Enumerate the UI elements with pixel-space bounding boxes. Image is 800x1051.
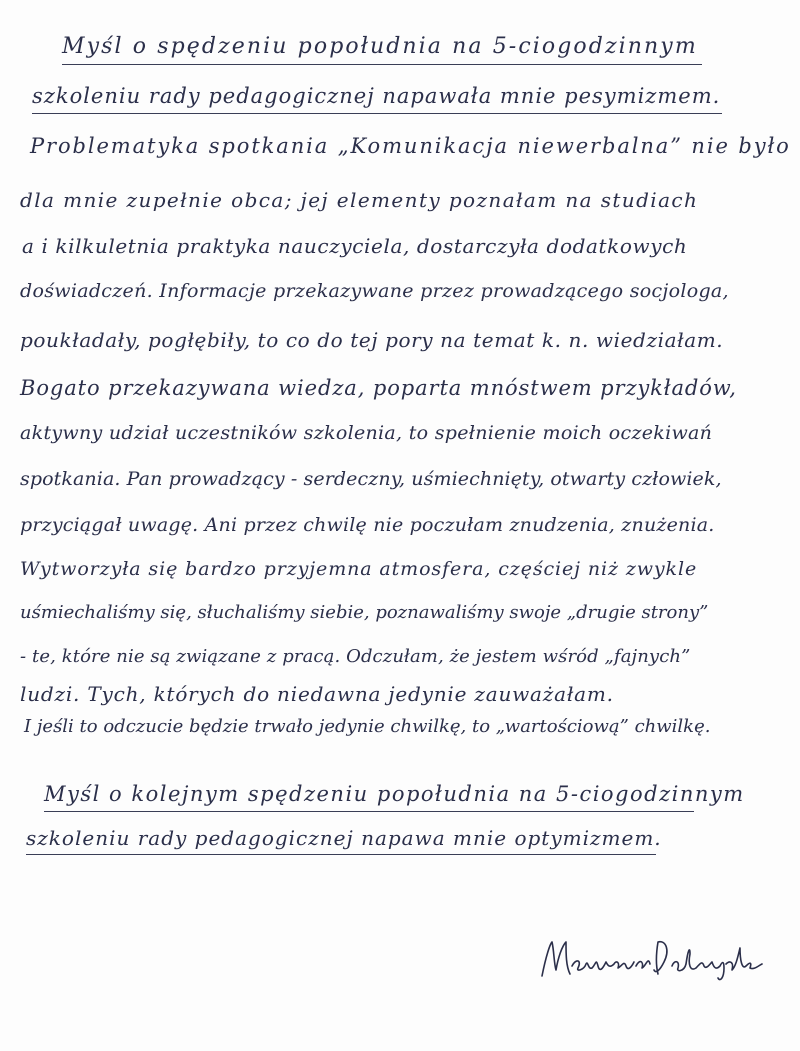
body-line-4: doświadczeń. Informacje przekazywane przez prowadzącego socjologa, [20, 280, 729, 302]
body-line-11: uśmiechaliśmy się, słuchaliśmy siebie, poznawaliśmy swoje „drugie strony” [20, 602, 709, 623]
body-line-10: Wytworzyła się bardzo przyjemna atmosfera, częściej niż zwykle [20, 558, 698, 580]
body-line-2: dla mnie zupełnie obca; jej elementy poznałam na studiach [20, 188, 699, 212]
body-line-9: przyciągał uwagę. Ani przez chwilę nie poczułam znudzenia, znużenia. [20, 514, 715, 536]
intro-line-1: Myśl o spędzeniu popołudnia na 5-ciogodzinnym [62, 36, 702, 65]
body-line-13: ludzi. Tych, których do niedawna jedynie zauważałam. [20, 682, 614, 706]
handwritten-signature [538, 936, 768, 984]
closing-line-2: szkoleniu rady pedagogicznej napawa mnie optymizmem. [26, 828, 656, 855]
body-line-1: Problematyka spotkania „Komunikacja niewerbalna” nie było [30, 134, 791, 158]
body-line-14: I jeśli to odczucie będzie trwało jedynie chwilkę, to „wartościową” chwilkę. [24, 716, 711, 737]
intro-line-2: szkoleniu rady pedagogicznej napawała mnie pesymizmem. [32, 86, 722, 114]
body-line-3: a i kilkuletnia praktyka nauczyciela, dostarczyła dodatkowych [22, 234, 688, 258]
signature-scribble [538, 936, 768, 984]
closing-line-1: Myśl o kolejnym spędzeniu popołudnia na 5-ciogodzinnym [44, 784, 694, 812]
body-line-6: Bogato przekazywana wiedza, poparta mnóstwem przykładów, [20, 376, 737, 400]
body-line-8: spotkania. Pan prowadzący - serdeczny, uśmiechnięty, otwarty człowiek, [20, 468, 722, 490]
body-line-12: - te, które nie są związane z pracą. Odczułam, że jestem wśród „fajnych” [20, 646, 691, 667]
body-line-7: aktywny udział uczestników szkolenia, to spełnienie moich oczekiwań [20, 422, 713, 444]
body-line-5: poukładały, pogłębiły, to co do tej pory na temat k. n. wiedziałam. [20, 328, 724, 352]
